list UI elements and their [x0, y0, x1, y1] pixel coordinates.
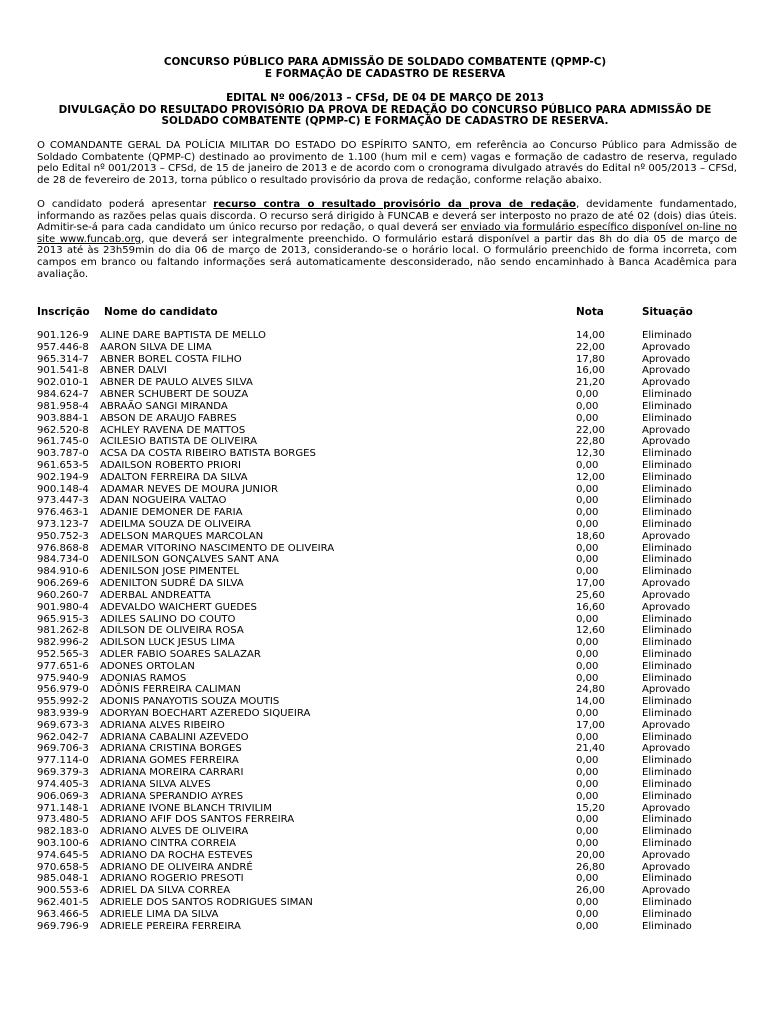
cell-nome: ADAN NOGUEIRA VALTAO [100, 495, 227, 507]
cell-situacao: Aprovado [642, 341, 691, 353]
cell-nome: ABNER DE PAULO ALVES SILVA [100, 377, 253, 389]
cell-situacao: Eliminado [642, 519, 692, 530]
table-row [37, 578, 737, 590]
cell-nota: 12,30 [576, 448, 605, 460]
cell-nota: 16,00 [576, 365, 605, 377]
table-row [37, 625, 737, 637]
cell-situacao: Aprovado [642, 424, 691, 436]
cell-situacao: Eliminado [642, 837, 692, 849]
cell-inscricao: 903.100-6 [37, 837, 89, 849]
intro-paragraph: O COMANDANTE GERAL DA POLÍCIA MILITAR DO ESTADO DO ESPÍRITO SANTO, em referência ao Concurso Público para Admissão de Soldado Combatente (QPMP-C) destinado ao provimento de 1.100 (hum mil e cem) vagas e formação de cadastro de reserva, regulado pelo Edital nº 001/2013 – CFSd, de 15 de janeiro de 2013 e de acordo com o cronograma divulgado através do Edital nº 005/2013 – CFSd, de 28 de fevereiro de 2013, torna público o resultado provisório da prova de redação, conforme relação abaixo. [37, 140, 737, 186]
cell-nome: ADRIELE LIMA DA SILVA [100, 908, 219, 920]
cell-situacao: Eliminado [642, 613, 692, 625]
col-inscricao: Inscrição [37, 306, 90, 318]
cell-inscricao: 965.915-3 [37, 613, 89, 625]
cell-nota: 0,00 [576, 826, 599, 838]
cell-situacao: Eliminado [642, 708, 692, 719]
cell-nome: ADRIANO AFIF DOS SANTOS FERREIRA [100, 814, 295, 826]
cell-nota: 22,00 [576, 424, 605, 436]
cell-nome: ADRIANE IVONE BLANCH TRIVILIM [100, 802, 272, 814]
appeal-form-link[interactable]: enviado via formulário específico disponível on-line no site www.funcab.org [37, 222, 737, 245]
cell-nota: 25,60 [576, 589, 605, 601]
cell-inscricao: 961.745-0 [37, 436, 89, 448]
cell-situacao: Aprovado [642, 885, 691, 897]
cell-nome: ADRIANA GOMES FERREIRA [100, 755, 239, 767]
cell-nota: 0,00 [576, 731, 599, 743]
cell-inscricao: 901.980-4 [37, 601, 89, 613]
cell-nota: 0,00 [576, 613, 599, 625]
table-row [37, 389, 737, 401]
table-row [37, 543, 737, 555]
table-row [37, 673, 737, 685]
cell-nome: ALINE DARE BAPTISTA DE MELLO [100, 330, 266, 341]
cell-situacao: Aprovado [642, 861, 691, 873]
cell-situacao: Eliminado [642, 625, 692, 637]
cell-inscricao: 961.653-5 [37, 459, 89, 471]
cell-nome: ADONIS PANAYOTIS SOUZA MOUTIS [100, 696, 280, 708]
cell-inscricao: 970.658-5 [37, 861, 89, 873]
cell-situacao: Eliminado [642, 389, 692, 401]
cell-inscricao: 906.269-6 [37, 578, 89, 590]
cell-inscricao: 973.447-3 [37, 495, 89, 507]
cell-inscricao: 976.463-1 [37, 507, 89, 519]
cell-inscricao: 969.796-9 [37, 920, 89, 932]
cell-inscricao: 977.651-6 [37, 660, 89, 672]
table-row [37, 767, 737, 779]
cell-nome: ADRIANA SPERANDIO AYRES [100, 790, 244, 802]
table-row [37, 413, 737, 425]
table-row [37, 743, 737, 755]
cell-situacao: Eliminado [642, 908, 692, 920]
edital-subject-line-2: SOLDADO COMBATENTE (QPMP-C) E FORMAÇÃO DE CADASTRO DE RESERVA. [161, 115, 609, 128]
cell-nota: 0,00 [576, 920, 599, 932]
cell-nome: ADRIELE DOS SANTOS RODRIGUES SIMAN [100, 897, 313, 908]
cell-situacao: Eliminado [642, 826, 692, 838]
table-row [37, 862, 737, 874]
cell-nome: ADRIANO ROGERIO PRESOTI [100, 873, 244, 885]
cell-nome: ADERBAL ANDREATTA [100, 589, 211, 601]
cell-situacao: Aprovado [642, 802, 691, 814]
cell-nome: ADÔNIS FERREIRA CALIMAN [100, 684, 241, 696]
cell-nome: ADRIELE PEREIRA FERREIRA [100, 920, 241, 932]
cell-situacao: Eliminado [642, 920, 692, 932]
cell-nota: 0,00 [576, 814, 599, 826]
cell-nota: 0,00 [576, 767, 599, 779]
cell-situacao: Eliminado [642, 400, 692, 412]
table-row [37, 732, 737, 744]
cell-inscricao: 971.148-1 [37, 802, 89, 814]
table-header [37, 306, 737, 330]
table-row [37, 755, 737, 767]
cell-nome: ADEILMA SOUZA DE OLIVEIRA [100, 519, 251, 530]
cell-inscricao: 973.123-7 [37, 519, 89, 530]
cell-situacao: Aprovado [642, 377, 691, 389]
cell-situacao: Aprovado [642, 436, 691, 448]
table-row [37, 684, 737, 696]
cell-nome: ADRIEL DA SILVA CORREA [100, 885, 231, 897]
results-table [37, 306, 737, 932]
cell-nota: 14,00 [576, 330, 605, 341]
cell-nota: 0,00 [576, 660, 599, 672]
cell-nome: ADAILSON ROBERTO PRIORI [100, 459, 241, 471]
cell-nota: 18,60 [576, 530, 605, 542]
table-row [37, 708, 737, 720]
cell-situacao: Aprovado [642, 578, 691, 590]
col-nota: Nota [576, 306, 604, 318]
cell-nota: 0,00 [576, 554, 599, 566]
appeal-text-2: , devidamente fundamentado, informando as razões pelas quais discorda. O recurso será dirigido à FUNCAB e deverá ser interposto no prazo de até 02 (dois) dias úteis. Admitir-se-á para cada candidato um único recurso por redação, o qual deverá ser [37, 199, 737, 234]
table-row [37, 342, 737, 354]
cell-nota: 20,00 [576, 849, 605, 861]
cell-nome: ADILES SALINO DO COUTO [100, 613, 236, 625]
cell-nota: 26,80 [576, 861, 605, 873]
cell-nome: ADILSON LUCK JESUS LIMA [100, 637, 235, 649]
cell-nota: 0,00 [576, 778, 599, 790]
cell-nota: 12,60 [576, 625, 605, 637]
cell-nota: 16,60 [576, 601, 605, 613]
cell-situacao: Eliminado [642, 873, 692, 885]
cell-nome: ADENILTON SUDRÉ DA SILVA [100, 578, 244, 590]
title-line-1: CONCURSO PÚBLICO PARA ADMISSÃO DE SOLDADO COMBATENTE (QPMP-C) [163, 56, 607, 68]
cell-situacao: Aprovado [642, 530, 691, 542]
table-row [37, 838, 737, 850]
cell-nota: 21,20 [576, 377, 605, 389]
cell-nome: ADEVALDO WAICHERT GUEDES [100, 601, 257, 613]
cell-inscricao: 969.379-3 [37, 767, 89, 779]
table-row [37, 507, 737, 519]
table-row [37, 425, 737, 437]
cell-inscricao: 976.868-8 [37, 542, 89, 554]
table-body [37, 330, 737, 932]
cell-inscricao: 902.010-1 [37, 377, 89, 389]
table-row [37, 519, 737, 531]
cell-inscricao: 985.048-1 [37, 873, 89, 885]
cell-situacao: Aprovado [642, 365, 691, 377]
cell-situacao: Eliminado [642, 542, 692, 554]
cell-nota: 0,00 [576, 873, 599, 885]
edital-heading [30, 93, 740, 128]
cell-situacao: Eliminado [642, 660, 692, 672]
cell-situacao: Eliminado [642, 696, 692, 708]
cell-situacao: Aprovado [642, 589, 691, 601]
cell-nota: 0,00 [576, 542, 599, 554]
cell-nota: 12,00 [576, 471, 605, 483]
table-row [37, 873, 737, 885]
cell-nome: ADONIAS RAMOS [100, 672, 187, 684]
cell-situacao: Eliminado [642, 897, 692, 908]
table-row [37, 365, 737, 377]
cell-inscricao: 982.996-2 [37, 637, 89, 649]
cell-nota: 0,00 [576, 708, 599, 719]
cell-nota: 0,00 [576, 897, 599, 908]
cell-nome: ABNER BOREL COSTA FILHO [100, 353, 242, 365]
edital-subject-line-1: DIVULGAÇÃO DO RESULTADO PROVISÓRIO DA PROVA DE REDAÇÃO DO CONCURSO PÚBLICO PARA ADMISSÃO DE [58, 103, 712, 116]
cell-nome: ABSON DE ARAUJO FABRES [100, 412, 237, 424]
cell-situacao: Eliminado [642, 554, 692, 566]
cell-nome: ADAMAR NEVES DE MOURA JUNIOR [100, 483, 279, 495]
cell-nota: 22,80 [576, 436, 605, 448]
appeal-text-3: , que deverá ser integralmente preenchido. O formulário estará disponível a partir das 8h do dia 05 de março de 2013 até às 23h59min do dia 06 de março de 2013, considerando-se o horário local. O formulário preenchido de forma incorreta, com campos em branco ou faltando informações será automaticamente desconsiderado, não sendo encaminhado à Banca Acadêmica para avaliação. [37, 233, 738, 280]
cell-nota: 0,00 [576, 672, 599, 684]
cell-situacao: Eliminado [642, 672, 692, 684]
table-row [37, 602, 737, 614]
table-row [37, 791, 737, 803]
appeal-bold-link: recurso contra o resultado provisório da prova de redação [213, 199, 576, 210]
cell-inscricao: 957.446-8 [37, 341, 89, 353]
cell-nome: ADRIANA CABALINI AZEVEDO [100, 731, 249, 743]
cell-inscricao: 901.126-9 [37, 330, 89, 341]
cell-inscricao: 981.262-8 [37, 625, 89, 637]
cell-nome: ADRIANO CINTRA CORREIA [100, 837, 237, 849]
cell-inscricao: 983.939-9 [37, 708, 89, 719]
cell-situacao: Eliminado [642, 495, 692, 507]
cell-nota: 0,00 [576, 412, 599, 424]
table-row [37, 531, 737, 543]
cell-inscricao: 965.314-7 [37, 353, 89, 365]
cell-inscricao: 900.148-4 [37, 483, 89, 495]
appeal-paragraph [37, 199, 737, 280]
cell-nota: 0,00 [576, 755, 599, 767]
cell-situacao: Eliminado [642, 648, 692, 660]
table-row [37, 448, 737, 460]
cell-inscricao: 903.787-0 [37, 448, 89, 460]
table-row [37, 566, 737, 578]
cell-nome: ABNER SCHUBERT DE SOUZA [100, 389, 249, 401]
title-line-2: E FORMAÇÃO DE CADASTRO DE RESERVA [264, 67, 506, 80]
cell-situacao: Aprovado [642, 684, 691, 696]
table-row [37, 436, 737, 448]
cell-situacao: Eliminado [642, 448, 692, 460]
cell-nome: ACSA DA COSTA RIBEIRO BATISTA BORGES [100, 448, 316, 460]
cell-nome: ADANIE DEMONER DE FARIA [100, 507, 243, 519]
cell-situacao: Aprovado [642, 849, 691, 861]
cell-inscricao: 960.260-7 [37, 589, 89, 601]
table-row [37, 909, 737, 921]
table-row [37, 850, 737, 862]
cell-nome: ABRAÃO SANGI MIRANDA [100, 400, 228, 412]
table-row [37, 590, 737, 602]
cell-situacao: Aprovado [642, 719, 691, 731]
table-row [37, 814, 737, 826]
cell-inscricao: 962.042-7 [37, 731, 89, 743]
cell-inscricao: 950.752-3 [37, 530, 89, 542]
cell-inscricao: 901.541-8 [37, 365, 89, 377]
table-row [37, 696, 737, 708]
cell-inscricao: 977.114-0 [37, 755, 89, 767]
cell-nota: 17,00 [576, 578, 605, 590]
table-row [37, 354, 737, 366]
cell-situacao: Eliminado [642, 731, 692, 743]
cell-situacao: Eliminado [642, 471, 692, 483]
cell-situacao: Eliminado [642, 483, 692, 495]
cell-nome: ADORYAN BOECHART AZEREDO SIQUEIRA [100, 708, 311, 719]
cell-nome: ADELSON MARQUES MARCOLAN [100, 530, 264, 542]
cell-nota: 15,20 [576, 802, 605, 814]
cell-nome: ADENILSON GONÇALVES SANT ANA [100, 554, 279, 566]
table-row [37, 885, 737, 897]
appeal-text-1: O candidato poderá apresentar [37, 199, 214, 210]
cell-nota: 0,00 [576, 400, 599, 412]
cell-inscricao: 955.992-2 [37, 696, 89, 708]
cell-inscricao: 962.401-5 [37, 897, 89, 908]
cell-situacao: Eliminado [642, 459, 692, 471]
cell-situacao: Eliminado [642, 412, 692, 424]
cell-nome: ABNER DALVI [100, 365, 167, 377]
cell-inscricao: 956.979-0 [37, 684, 89, 696]
cell-inscricao: 975.940-9 [37, 672, 89, 684]
table-row [37, 637, 737, 649]
cell-nome: AARON SILVA DE LIMA [100, 341, 212, 353]
cell-nota: 22,00 [576, 341, 605, 353]
cell-nome: ACILESIO BATISTA DE OLIVEIRA [100, 436, 258, 448]
cell-situacao: Eliminado [642, 814, 692, 826]
table-row [37, 554, 737, 566]
table-row [37, 377, 737, 389]
table-row [37, 495, 737, 507]
cell-nome: ADRIANA ALVES RIBEIRO [100, 719, 225, 731]
cell-situacao: Eliminado [642, 330, 692, 341]
cell-nota: 26,00 [576, 885, 605, 897]
cell-situacao: Eliminado [642, 566, 692, 578]
cell-nota: 0,00 [576, 389, 599, 401]
cell-nome: ADRIANO ALVES DE OLIVEIRA [100, 826, 249, 838]
cell-nome: ADLER FABIO SOARES SALAZAR [100, 648, 261, 660]
cell-inscricao: 969.673-3 [37, 719, 89, 731]
cell-inscricao: 984.624-7 [37, 389, 89, 401]
cell-nome: ACHLEY RAVENA DE MATTOS [100, 424, 246, 436]
cell-inscricao: 906.069-3 [37, 790, 89, 802]
cell-inscricao: 952.565-3 [37, 648, 89, 660]
cell-inscricao: 903.884-1 [37, 412, 89, 424]
cell-inscricao: 973.480-5 [37, 814, 89, 826]
document-title [30, 57, 740, 80]
table-row [37, 803, 737, 815]
cell-inscricao: 962.520-8 [37, 424, 89, 436]
cell-situacao: Aprovado [642, 353, 691, 365]
cell-nota: 0,00 [576, 637, 599, 649]
table-row [37, 779, 737, 791]
cell-nota: 14,00 [576, 696, 605, 708]
cell-inscricao: 982.183-0 [37, 826, 89, 838]
cell-nota: 0,00 [576, 495, 599, 507]
cell-inscricao: 984.910-6 [37, 566, 89, 578]
col-situacao: Situação [642, 306, 693, 318]
cell-nota: 17,00 [576, 719, 605, 731]
table-row [37, 897, 737, 909]
cell-inscricao: 963.466-5 [37, 908, 89, 920]
cell-situacao: Eliminado [642, 755, 692, 767]
cell-nota: 0,00 [576, 507, 599, 519]
cell-nome: ADALTON FERREIRA DA SILVA [100, 471, 248, 483]
table-row [37, 826, 737, 838]
cell-inscricao: 969.706-3 [37, 743, 89, 755]
table-row [37, 401, 737, 413]
cell-nota: 0,00 [576, 459, 599, 471]
cell-nome: ADRIANA CRISTINA BORGES [100, 743, 242, 755]
cell-nome: ADILSON DE OLIVEIRA ROSA [100, 625, 244, 637]
cell-nome: ADRIANA MOREIRA CARRARI [100, 767, 244, 779]
cell-situacao: Eliminado [642, 637, 692, 649]
cell-situacao: Eliminado [642, 778, 692, 790]
cell-inscricao: 902.194-9 [37, 471, 89, 483]
cell-nota: 0,00 [576, 648, 599, 660]
table-row [37, 661, 737, 673]
edital-number: EDITAL Nº 006/2013 – CFSd, DE 04 DE MARÇO DE 2013 [226, 92, 544, 104]
cell-situacao: Eliminado [642, 767, 692, 779]
cell-situacao: Eliminado [642, 507, 692, 519]
col-nome: Nome do candidato [104, 306, 218, 318]
cell-inscricao: 900.553-6 [37, 885, 89, 897]
cell-nome: ADRIANA SILVA ALVES [100, 778, 211, 790]
cell-inscricao: 974.405-3 [37, 778, 89, 790]
cell-inscricao: 984.734-0 [37, 554, 89, 566]
table-row [37, 921, 737, 933]
table-row [37, 614, 737, 626]
table-row [37, 649, 737, 661]
cell-nota: 0,00 [576, 908, 599, 920]
table-row [37, 720, 737, 732]
cell-nome: ADRIANO DA ROCHA ESTEVES [100, 849, 253, 861]
cell-nome: ADENILSON JOSE PIMENTEL [100, 566, 240, 578]
table-row [37, 460, 737, 472]
cell-nota: 17,80 [576, 353, 605, 365]
cell-situacao: Eliminado [642, 790, 692, 802]
cell-nota: 21,40 [576, 743, 605, 755]
cell-situacao: Aprovado [642, 743, 691, 755]
table-row [37, 472, 737, 484]
cell-nota: 0,00 [576, 566, 599, 578]
cell-nota: 0,00 [576, 837, 599, 849]
table-row [37, 484, 737, 496]
cell-inscricao: 974.645-5 [37, 849, 89, 861]
cell-nota: 0,00 [576, 483, 599, 495]
cell-inscricao: 981.958-4 [37, 400, 89, 412]
cell-nota: 24,80 [576, 684, 605, 696]
cell-nome: ADEMAR VITORINO NASCIMENTO DE OLIVEIRA [100, 542, 335, 554]
cell-nota: 0,00 [576, 519, 599, 530]
cell-nota: 0,00 [576, 790, 599, 802]
table-row [37, 330, 737, 342]
cell-nome: ADONES ORTOLAN [100, 660, 195, 672]
cell-situacao: Aprovado [642, 601, 691, 613]
cell-nome: ADRIANO DE OLIVEIRA ANDRÉ [100, 861, 253, 873]
